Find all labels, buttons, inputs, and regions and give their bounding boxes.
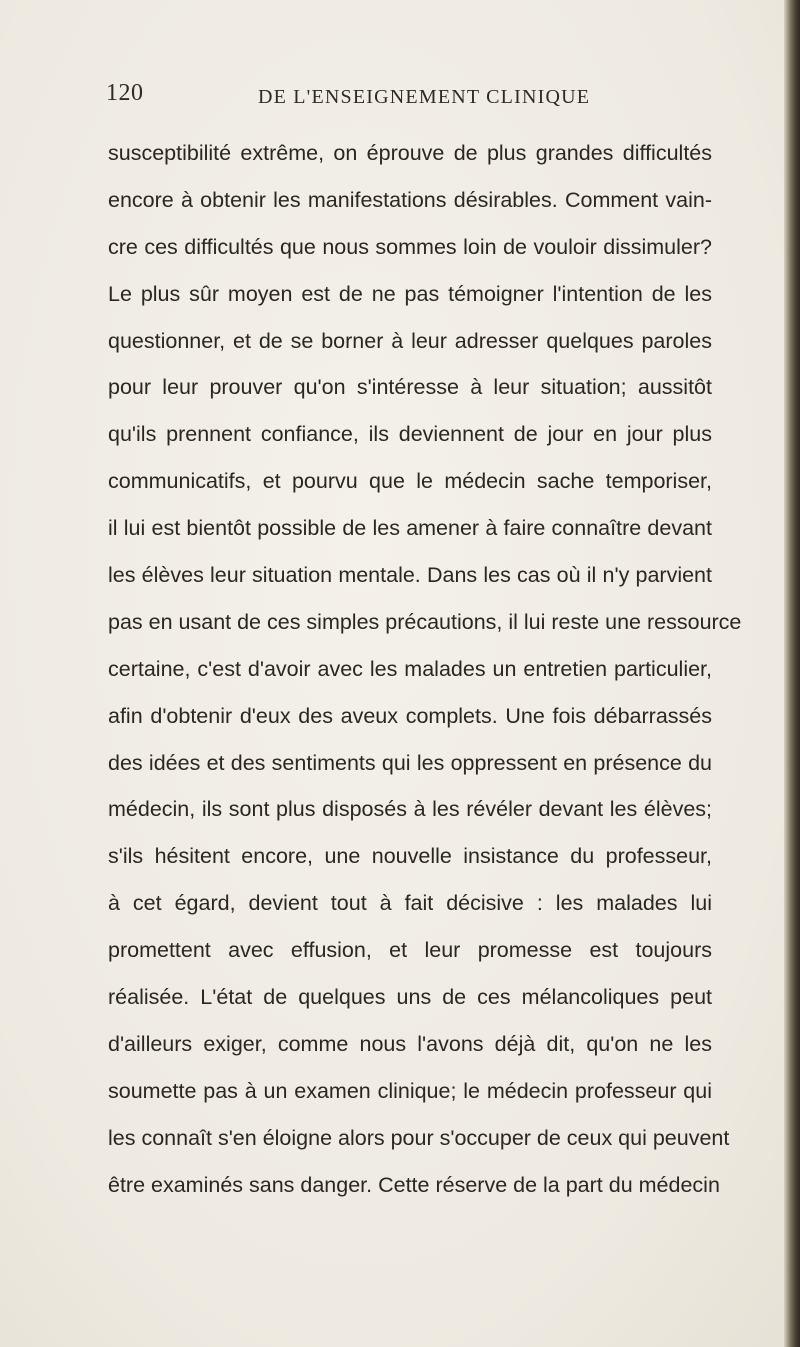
text-line: communicatifs, et pourvu que le médecin sache temporiser, xyxy=(108,469,712,494)
text-line: promettent avec effusion, et leur promesse est toujours xyxy=(108,938,712,963)
text-line: cre ces difficultés que nous sommes loin de vouloir dissimuler? xyxy=(108,234,712,259)
text-line: qu'ils prennent confiance, ils deviennent de jour en jour plus xyxy=(108,422,712,447)
text-line: Le plus sûr moyen est de ne pas témoigner l'intention de les xyxy=(108,281,712,306)
book-binding-edge xyxy=(784,0,800,1347)
page-number: 120 xyxy=(106,80,144,106)
text-line: certaine, c'est d'avoir avec les malades un entretien particulier, xyxy=(108,656,712,681)
text-line: s'ils hésitent encore, une nouvelle insistance du professeur, xyxy=(108,844,712,869)
text-line: soumette pas à un examen clinique; le médecin professeur qui xyxy=(108,1078,712,1103)
text-line: afin d'obtenir d'eux des aveux complets. Une fois débarrassés xyxy=(108,703,712,728)
text-line: médecin, ils sont plus disposés à les révéler devant les élèves; xyxy=(108,797,712,822)
text-line: réalisée. L'état de quelques uns de ces mélancoliques peut xyxy=(108,985,712,1010)
text-line: les connaît s'en éloigne alors pour s'occuper de ceux qui peuvent xyxy=(108,1125,730,1150)
text-line: il lui est bientôt possible de les amener à faire connaître devant xyxy=(108,516,712,541)
body-paragraph xyxy=(108,130,742,1208)
text-line: être examinés sans danger. Cette réserve de la part du médecin xyxy=(108,1172,720,1197)
text-line: à cet égard, devient tout à fait décisive : les malades lui xyxy=(108,891,712,916)
text-line: d'ailleurs exiger, comme nous l'avons déjà dit, qu'on ne les xyxy=(108,1031,712,1056)
text-line: questionner, et de se borner à leur adresser quelques paroles xyxy=(108,328,712,353)
text-line: les élèves leur situation mentale. Dans les cas où il n'y parvient xyxy=(108,563,712,588)
text-line: pour leur prouver qu'on s'intéresse à leur situation; aussitôt xyxy=(108,375,712,400)
text-line: encore à obtenir les manifestations désirables. Comment vain- xyxy=(108,187,712,212)
text-line: susceptibilité extrême, on éprouve de plus grandes difficultés xyxy=(108,141,712,165)
text-line: des idées et des sentiments qui les oppressent en présence du xyxy=(108,750,712,775)
running-title: DE L'ENSEIGNEMENT CLINIQUE xyxy=(258,86,591,108)
text-line: pas en usant de ces simples précautions, il lui reste une ressource xyxy=(108,609,742,634)
